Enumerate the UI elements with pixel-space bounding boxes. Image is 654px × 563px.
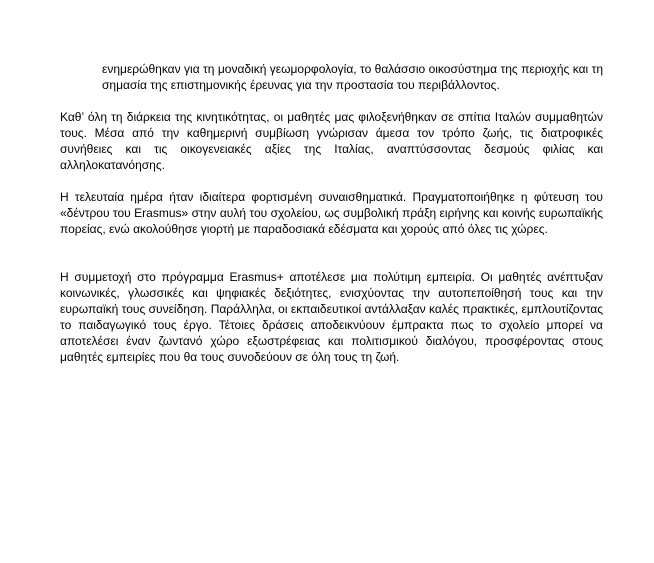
paragraph-conclusion: Η συμμετοχή στο πρόγραμμα Erasmus+ αποτέλεσε μια πολύτιμη εμπειρία. Οι μαθητές ανέπτυξαν κοινωνικές, γλωσσικές και ψηφιακές δεξιότητες, ενισχύοντας την αυτοπεποίθησή τους και την ευρωπαϊκή τους συνείδηση. Παράλληλα, οι εκπαιδευτικοί αντάλλαξαν καλές πρακτικές, εμπλουτίζοντας το παιδαγωγικό τους έργο. Τέτοιες δράσεις αποδεικνύουν έμπρακτα πως το σχολείο μπορεί να αποτελέσει έναν ζωντανό χώρο εξωστρέφειας και πολιτισμικού διαλόγου, προσφέροντας στους μαθητές εμπειρίες που θα τους συνοδεύουν σε όλη τους τη ζωή. (60, 270, 603, 364)
paragraph-host-families: Καθ’ όλη τη διάρκεια της κινητικότητας, οι μαθητές μας φιλοξενήθηκαν σε σπίτια Ιταλών συμμαθητών τους. Μέσα από την καθημερινή συμβίωση γνώρισαν άμεσα τον τρόπο ζωής, τις διατροφικές συνήθειες και τις οικογενειακές αξίες της Ιταλίας, αναπτύσσοντας δεσμούς φιλίας και αλληλοκατανόησης. (60, 110, 603, 172)
paragraph-last-day: Η τελευταία ημέρα ήταν ιδιαίτερα φορτισμένη συναισθηματικά. Πραγματοποιήθηκε η φύτευση του «δέντρου του Erasmus» στην αυλή του σχολείου, ως συμβολική πράξη ειρήνης και κοινής ευρωπαϊκής πορείας, ενώ ακολούθησε γιορτή με παραδοσιακά εδέσματα και χορούς από όλες τις χώρες. (60, 190, 603, 236)
paragraph-continued: ενημερώθηκαν για τη μοναδική γεωμορφολογία, το θαλάσσιο οικοσύστημα της περιοχής και τη σημασία της επιστημονικής έρευνας για την προστασία του περιβάλλοντος. (102, 62, 603, 92)
